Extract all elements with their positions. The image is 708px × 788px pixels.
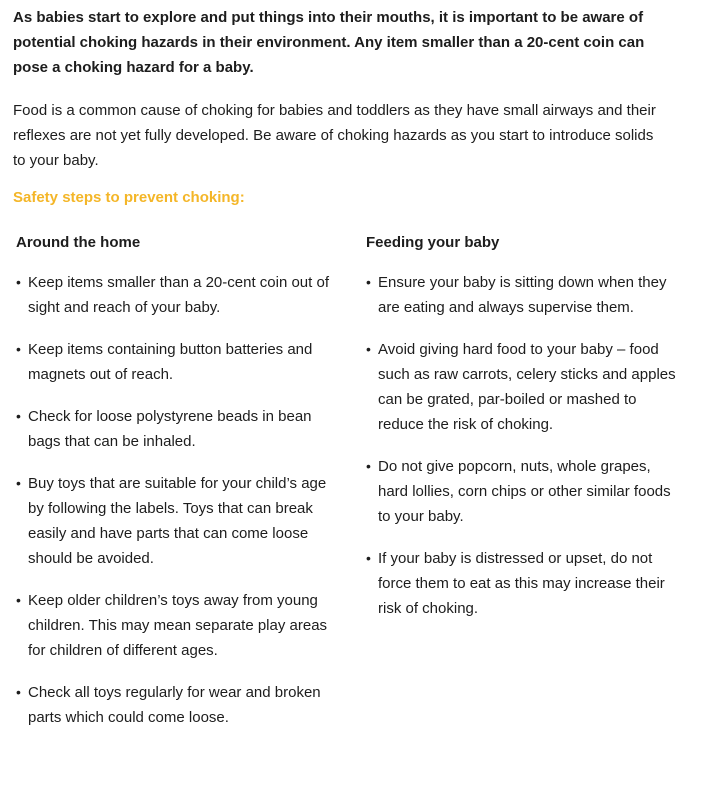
two-column-list [13,230,688,747]
intro-paragraph: Food is a common cause of choking for babies and toddlers as they have small airways and their reflexes are not yet fully developed. Be aware of choking hazards as you start to introduce solids to your baby. [13,102,656,169]
column-title: Around the home [16,234,141,251]
list-item: • Avoid giving hard food to your baby – food such as raw carrots, celery sticks and apples can be grated, par-boiled or mashed to reduce the risk of choking. [366,337,684,437]
list-item: • Buy toys that are suitable for your child’s age by following the labels. Toys that can break easily and have parts that can come loose should be avoided. [16,471,334,571]
section-heading: Safety steps to prevent choking: [13,189,245,206]
list-item: • Ensure your baby is sitting down when they are eating and always supervise them. [366,270,684,320]
bullet-list [16,270,334,730]
list-item: • If your baby is distressed or upset, do not force them to eat as this may increase their risk of choking. [366,546,684,621]
list-item: • Check for loose polystyrene beads in bean bags that can be inhaled. [16,404,334,454]
list-item: • Keep items containing button batteries and magnets out of reach. [16,337,334,387]
list-item: • Keep older children’s toys away from young children. This may mean separate play areas for children of different ages. [16,588,334,663]
intro-paragraph-bold: As babies start to explore and put things into their mouths, it is important to be aware of potential choking hazards in their environment. Any item smaller than a 20-cent coin can pose a choking hazard for a baby. [13,9,645,76]
column-title: Feeding your baby [366,234,500,251]
column-around-the-home [16,230,334,747]
list-item: • Do not give popcorn, nuts, whole grapes, hard lollies, corn chips or other similar foods to your baby. [366,454,684,529]
list-item: • Keep items smaller than a 20-cent coin out of sight and reach of your baby. [16,270,334,320]
bullet-list [366,270,684,621]
list-item: • Check all toys regularly for wear and broken parts which could come loose. [16,680,334,730]
column-feeding-your-baby [366,230,684,638]
